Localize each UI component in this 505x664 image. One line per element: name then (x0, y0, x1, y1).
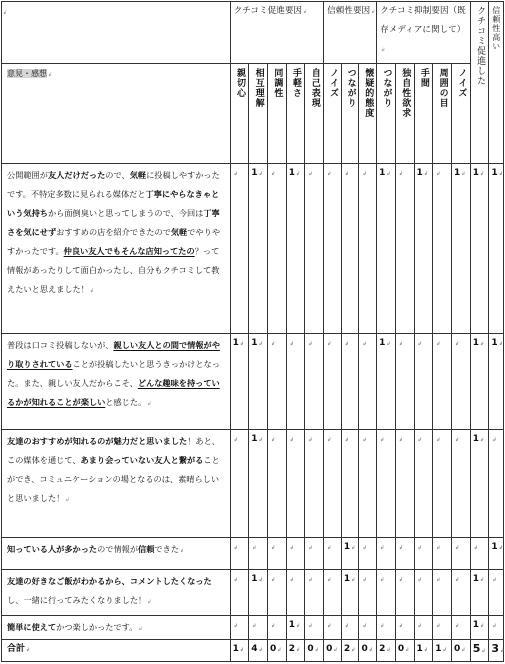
trust-cell (489, 164, 504, 334)
score-cell-1 (249, 538, 268, 570)
cell-value: ↲ (436, 341, 441, 347)
opinion-text: かつ楽しかったです。 (56, 622, 138, 632)
column-header-label: 自己表現 (309, 68, 320, 108)
opinion-text: から面倒臭いと思ってしまうので、今回は (47, 208, 204, 218)
column-header-3 (286, 64, 305, 164)
score-cell-9 (395, 570, 414, 616)
promoted-cell (470, 538, 489, 570)
cell-value: ↲ (380, 545, 385, 551)
score-cell-11 (433, 430, 452, 538)
cell-value: 0↲ (270, 644, 282, 654)
cell-value: 1↲ (288, 620, 301, 630)
opinion-text: 簡単に使えて (7, 622, 57, 632)
cell-value: 1↲ (491, 338, 503, 348)
opinion-text: 普段は口コミ投稿しないが、 (7, 340, 114, 350)
score-cell-1 (249, 616, 268, 640)
column-header-label: 手間 (418, 68, 429, 88)
opinion-cell: 知っている人が多かったので情報が信頼できた↲ (2, 538, 231, 570)
score-cell-8 (377, 430, 396, 538)
score-cell-9 (395, 334, 414, 430)
column-header-2 (268, 64, 287, 164)
opinion-text: ？って情報があったりして面白かったし、自分もクチコミして教えたいと思えました！ (7, 246, 220, 294)
cell-value: 1↲ (251, 338, 263, 348)
opinion-text: と感じた。 (105, 397, 147, 407)
cell-value: 1↲ (379, 338, 391, 348)
cell-value: 0↲ (307, 644, 319, 654)
header-promoted: クチコミ促進した (470, 2, 489, 164)
cell-value: ↲ (271, 171, 276, 177)
cell-value: ↲ (271, 577, 276, 583)
column-header-4 (305, 64, 324, 164)
column-header-0 (230, 64, 249, 164)
score-cell-12 (451, 430, 470, 538)
score-cell-11 (433, 334, 452, 430)
score-cell-4 (305, 430, 324, 538)
total-row (2, 640, 504, 662)
cell-value: 1↲ (416, 644, 429, 654)
score-cell-5 (324, 430, 342, 538)
opinion-text: 仲良い友人でもそんな店知ってたの (63, 246, 195, 256)
cell-value: ↲ (454, 577, 460, 583)
cell-value: ↲ (362, 437, 367, 443)
cell-value: 1↲ (472, 338, 485, 348)
table-row (2, 570, 504, 616)
score-cell-4 (305, 538, 324, 570)
cell-value: ↲ (308, 437, 313, 443)
score-cell-12 (451, 538, 470, 570)
column-header-10 (414, 64, 433, 164)
column-header-label: ノイズ (456, 68, 467, 98)
score-cell-2 (268, 430, 287, 538)
score-cell-0 (230, 334, 249, 430)
cell-value: ↲ (233, 577, 238, 583)
cell-value: 5↲ (472, 642, 486, 655)
score-cell-7 (359, 430, 377, 538)
score-cell-6 (341, 538, 359, 570)
cell-value: ↲ (327, 437, 332, 443)
score-cell-8 (377, 570, 396, 616)
cell-value: ↲ (417, 577, 422, 583)
cell-value: 1↲ (472, 620, 485, 630)
cell-value: 1↲ (251, 574, 263, 584)
opinion-text: し、一緒に行ってみたくなりました！ (7, 595, 147, 605)
cell-value: ↲ (436, 577, 441, 583)
cell-value: ↲ (436, 171, 441, 177)
cell-value: ↲ (252, 623, 257, 629)
score-cell-1 (249, 334, 268, 430)
score-cell-5 (324, 164, 342, 334)
column-header-5 (324, 64, 342, 164)
opinion-text: 気軽 (170, 227, 188, 237)
cell-value: ↲ (233, 623, 238, 629)
total-cell-2 (268, 640, 287, 662)
opinion-text: ことができ、コミュニケーションの場となるのは、素晴らしいと思いました！ (7, 455, 220, 503)
opinion-text: 信頼 (138, 544, 155, 554)
opinion-text: おすすめの店を紹介できたので (56, 227, 171, 237)
score-cell-9 (395, 430, 414, 538)
promoted-cell (470, 334, 489, 430)
score-cell-2 (268, 538, 287, 570)
cell-value: ↲ (492, 623, 497, 629)
total-trust (489, 640, 504, 662)
score-cell-7 (359, 538, 377, 570)
opinion-cell: 友達のおすすめが知れるのが魅力だと思いました！あと、この媒体を通じて、あまり会っていない友人と繋がることができ、コミュニケーションの場となるのは、素晴らしいと思いました！↲ (2, 430, 231, 538)
score-cell-8 (377, 164, 396, 334)
cell-value: 1↲ (251, 168, 263, 178)
cell-value: 2↲ (379, 644, 391, 654)
cell-value: 1↲ (343, 542, 356, 552)
total-label: 合計↲ (2, 640, 231, 662)
cell-value: ↲ (362, 341, 367, 347)
cell-value: ↲ (398, 341, 404, 347)
cell-value: ↲ (308, 577, 313, 583)
score-cell-2 (268, 164, 287, 334)
header-trust-high: 信頼性高い (489, 2, 504, 164)
opinion-text: でやりやすかったです。 (7, 227, 221, 256)
trust-cell (489, 538, 504, 570)
cell-value: ↲ (327, 171, 332, 177)
opinion-text: どんな趣味を持っているかが知れることが楽しい (7, 378, 220, 407)
cell-value: ↲ (271, 437, 276, 443)
score-cell-2 (268, 334, 287, 430)
cell-value: ↲ (398, 171, 404, 177)
cell-value: ↲ (308, 545, 313, 551)
table-row (2, 164, 504, 334)
column-header-6 (341, 64, 359, 164)
table-row (2, 616, 504, 640)
cell-value: 1↲ (472, 434, 485, 444)
cell-value: 1↲ (288, 168, 301, 178)
opinion-text: に投稿しやすかったです。不特定多数に見られる媒体だと (7, 170, 220, 199)
score-cell-6 (341, 164, 359, 334)
score-cell-5 (324, 570, 342, 616)
cell-value: ↲ (252, 545, 257, 551)
cell-value: ↲ (308, 171, 313, 177)
cell-value: ↲ (492, 437, 497, 443)
table-row (2, 538, 504, 570)
opinion-text: 気軽 (129, 170, 147, 180)
opinion-text: 公開範囲が (7, 170, 48, 180)
score-cell-3 (286, 538, 305, 570)
group-header-trust: 信頼性要因↲ (324, 2, 377, 64)
opinion-text: 友人だけだった (47, 170, 106, 180)
column-header-11 (433, 64, 452, 164)
score-cell-3 (286, 616, 305, 640)
cell-value: ↲ (308, 341, 313, 347)
column-header-label: 手軽さ (291, 68, 302, 98)
cell-value: ↲ (289, 437, 294, 443)
cell-value: ↲ (344, 623, 350, 629)
cell-value: 1↲ (491, 542, 503, 552)
cell-value: ↲ (327, 341, 332, 347)
analysis-table (1, 1, 504, 662)
score-cell-0 (230, 616, 249, 640)
score-cell-8 (377, 616, 396, 640)
score-cell-4 (305, 570, 324, 616)
score-cell-6 (341, 334, 359, 430)
column-header-1 (249, 64, 268, 164)
total-cell-3 (286, 640, 305, 662)
score-cell-5 (324, 616, 342, 640)
cell-value: ↲ (380, 623, 385, 629)
opinion-text: ！あと、この媒体を通じて、 (7, 436, 220, 465)
cell-value: 1↲ (343, 574, 356, 584)
opinion-text: ことが投稿したいと思うきっかけとなった。また、親しい友人だからこそ、 (7, 359, 220, 388)
score-cell-4 (305, 616, 324, 640)
cell-value: ↲ (492, 577, 497, 583)
cell-value: ↲ (454, 341, 460, 347)
score-cell-9 (395, 538, 414, 570)
cell-value: 1↲ (232, 338, 245, 348)
column-header-8 (377, 64, 396, 164)
opinion-text: 丁寧にやらなきゃという気持ち (7, 189, 220, 218)
column-header-label: 親切心 (234, 68, 245, 98)
opinion-cell: 簡単に使えてかつ楽しかったです。↲ (2, 616, 231, 640)
cell-value: 1↲ (251, 434, 263, 444)
cell-value: 0↲ (326, 644, 338, 654)
cell-value: ↲ (327, 623, 332, 629)
cell-value: ↲ (362, 171, 367, 177)
cell-value: 4↲ (251, 644, 263, 654)
score-cell-2 (268, 570, 287, 616)
cell-value: ↲ (344, 171, 350, 177)
column-header-label: 独自性欲求 (400, 68, 411, 118)
column-header-label: 懐疑的態度 (363, 68, 374, 118)
column-header-label: ノイズ (327, 68, 338, 98)
trust-cell (489, 570, 504, 616)
opinion-text: ので、 (105, 170, 130, 180)
promoted-cell (470, 570, 489, 616)
cell-value: ↲ (289, 545, 294, 551)
score-cell-4 (305, 334, 324, 430)
score-cell-9 (395, 164, 414, 334)
score-cell-10 (414, 616, 433, 640)
score-cell-1 (249, 164, 268, 334)
score-cell-10 (414, 430, 433, 538)
column-header-label: つながり (345, 68, 356, 108)
cell-value: ↲ (344, 341, 350, 347)
score-cell-0 (230, 538, 249, 570)
score-cell-0 (230, 570, 249, 616)
score-cell-10 (414, 538, 433, 570)
opinion-text: 友達のおすすめが知れるのが魅力だと思いました (7, 436, 188, 446)
column-header-12 (451, 64, 470, 164)
score-cell-7 (359, 164, 377, 334)
score-cell-7 (359, 616, 377, 640)
score-cell-12 (451, 164, 470, 334)
column-header-7 (359, 64, 377, 164)
score-cell-4 (305, 164, 324, 334)
cell-value: ↲ (417, 545, 422, 551)
total-cell-10 (414, 640, 433, 662)
trust-cell (489, 616, 504, 640)
score-cell-11 (433, 164, 452, 334)
cell-value: ↲ (289, 577, 294, 583)
cell-value: ↲ (454, 545, 460, 551)
group-header-suppression: クチコミ抑制要因（既存メディアに関して）↲ (377, 2, 471, 64)
cell-value: ↲ (398, 623, 404, 629)
opinion-text: できた (154, 544, 179, 554)
cell-value: ↲ (271, 341, 276, 347)
cell-value: 1↲ (435, 644, 447, 654)
score-cell-10 (414, 164, 433, 334)
score-cell-7 (359, 334, 377, 430)
total-promoted (470, 640, 489, 662)
opinion-text: 知っている人が多かった (7, 544, 98, 554)
cell-value: 2↲ (288, 644, 301, 654)
score-cell-5 (324, 334, 342, 430)
cell-value: 1↲ (453, 168, 466, 178)
cell-value: ↲ (327, 577, 332, 583)
cell-value: ↲ (436, 623, 441, 629)
opinion-cell: 普段は口コミ投稿しないが、親しい友人との間で情報がやり取りされていることが投稿したいと思うきっかけとなった。また、親しい友人だからこそ、どんな趣味を持っているかが知れることが楽しいと感じた。↲ (2, 334, 231, 430)
trust-cell (489, 430, 504, 538)
score-cell-6 (341, 616, 359, 640)
cell-value: ↲ (233, 171, 238, 177)
header-blank-cell: ↲ (2, 2, 231, 64)
group-header-promotion: クチコミ促進要因↲ (230, 2, 324, 64)
total-cell-11 (433, 640, 452, 662)
cell-value: ↲ (271, 623, 276, 629)
cell-value: ↲ (289, 341, 294, 347)
promoted-cell (470, 616, 489, 640)
cell-value: ↲ (398, 545, 404, 551)
score-cell-5 (324, 538, 342, 570)
cell-value: 1↲ (379, 168, 391, 178)
column-header-9 (395, 64, 414, 164)
score-cell-3 (286, 430, 305, 538)
score-cell-8 (377, 334, 396, 430)
score-cell-12 (451, 616, 470, 640)
score-cell-3 (286, 334, 305, 430)
cell-value: ↲ (233, 437, 238, 443)
total-cell-6 (341, 640, 359, 662)
total-cell-1 (249, 640, 268, 662)
cell-value: 0↲ (453, 644, 466, 654)
total-cell-5 (324, 640, 342, 662)
column-header-label: つながり (381, 68, 392, 108)
opinion-header: 意見・感想↲ (2, 64, 231, 164)
opinion-text: 丁寧さを気にせず (7, 208, 220, 237)
cell-value: ↲ (362, 545, 367, 551)
column-header-label: 相互理解 (253, 68, 264, 108)
cell-value: 1↲ (491, 168, 503, 178)
cell-value: ↲ (417, 437, 422, 443)
cell-value: ↲ (454, 437, 460, 443)
score-cell-10 (414, 570, 433, 616)
score-cell-1 (249, 430, 268, 538)
cell-value: ↲ (362, 623, 367, 629)
score-cell-12 (451, 570, 470, 616)
column-header-label: 同調性 (272, 68, 283, 98)
cell-value: 1↲ (472, 168, 485, 178)
cell-value: ↲ (398, 437, 404, 443)
cell-value: ↲ (454, 623, 460, 629)
total-cell-0 (230, 640, 249, 662)
score-cell-1 (249, 570, 268, 616)
cell-value: 1↲ (472, 574, 485, 584)
score-cell-11 (433, 616, 452, 640)
cell-value: ↲ (271, 545, 276, 551)
column-header-label: 周囲の目 (437, 68, 448, 108)
table-row (2, 430, 504, 538)
promoted-cell (470, 164, 489, 334)
cell-value: ↲ (473, 545, 478, 551)
cell-value: 0↲ (397, 644, 410, 654)
score-cell-2 (268, 616, 287, 640)
cell-value: ↲ (436, 545, 441, 551)
score-cell-3 (286, 164, 305, 334)
score-cell-3 (286, 570, 305, 616)
promoted-cell (470, 430, 489, 538)
table-row (2, 334, 504, 430)
score-cell-8 (377, 538, 396, 570)
total-cell-8 (377, 640, 396, 662)
cell-value: ↲ (436, 437, 441, 443)
cell-value: ↲ (380, 437, 385, 443)
opinion-text: 親しい友人との間で情報がやり取りされている (7, 340, 220, 369)
cell-value: 3↲ (491, 642, 505, 655)
cell-value: ↲ (344, 437, 350, 443)
score-cell-6 (341, 430, 359, 538)
score-cell-0 (230, 430, 249, 538)
opinion-cell: 友達の好きなご飯がわかるから、コメントしたくなったし、一緒に行ってみたくなりました！↲ (2, 570, 231, 616)
total-cell-12 (451, 640, 470, 662)
cell-value: ↲ (417, 623, 422, 629)
cell-value: ↲ (398, 577, 404, 583)
cell-value: 1↲ (232, 644, 245, 654)
total-cell-7 (359, 640, 377, 662)
opinion-text: あまり会っていない友人と繋がる (80, 455, 204, 465)
cell-value: ↲ (233, 545, 238, 551)
score-cell-12 (451, 334, 470, 430)
cell-value: ↲ (417, 341, 422, 347)
total-cell-9 (395, 640, 414, 662)
opinion-text: ので情報が (97, 544, 139, 554)
cell-value: ↲ (380, 577, 385, 583)
score-cell-0 (230, 164, 249, 334)
cell-value: 1↲ (416, 168, 429, 178)
total-cell-4 (305, 640, 324, 662)
score-cell-6 (341, 570, 359, 616)
opinion-cell: 公開範囲が友人だけだったので、気軽に投稿しやすかったです。不特定多数に見られる媒体だと丁寧にやらなきゃという気持ちから面倒臭いと思ってしまうので、今回は丁寧さを気にせずおすすめの店を紹介できたので気軽でやりやすかったです。仲良い友人でもそんな店知ってたの？って情報があったりして面白かったし、自分もクチコミして教えたいと思えました！↲ (2, 164, 231, 334)
trust-cell (489, 334, 504, 430)
score-cell-7 (359, 570, 377, 616)
cell-value: ↲ (327, 545, 332, 551)
cell-value: 2↲ (343, 644, 356, 654)
cell-value: ↲ (308, 623, 313, 629)
score-cell-11 (433, 570, 452, 616)
score-cell-11 (433, 538, 452, 570)
opinion-text: 友達の好きなご飯がわかるから、コメントしたくなった (7, 576, 212, 586)
score-cell-10 (414, 334, 433, 430)
cell-value: 0↲ (361, 644, 373, 654)
score-cell-9 (395, 616, 414, 640)
cell-value: ↲ (362, 577, 367, 583)
